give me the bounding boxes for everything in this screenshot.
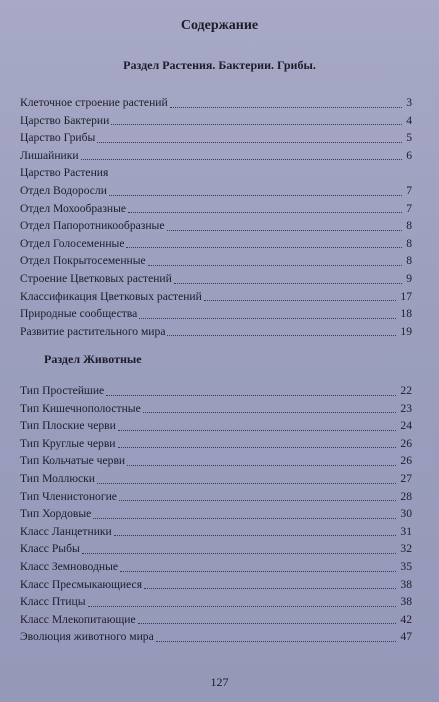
page-title: Содержание bbox=[180, 18, 259, 33]
toc-entry-label: Тип Простейшие bbox=[20, 384, 105, 397]
toc-entry[interactable] bbox=[20, 252, 412, 270]
toc-entry-page: 23 bbox=[400, 401, 412, 415]
page-number: 127 bbox=[210, 675, 229, 689]
toc-entry-page: 8 bbox=[406, 219, 412, 233]
toc-entry[interactable] bbox=[20, 270, 412, 288]
toc-entry[interactable] bbox=[20, 611, 412, 629]
toc-entry-label: Тип Кишечнополостные bbox=[20, 401, 141, 415]
toc-entry[interactable] bbox=[20, 164, 412, 182]
dot-leader bbox=[167, 335, 396, 336]
toc-entry[interactable] bbox=[20, 505, 412, 523]
toc-entry-label: Царство Грибы bbox=[20, 131, 96, 145]
toc-entry-page: 18 bbox=[400, 307, 412, 321]
toc-entry-label: Царство Бактерии bbox=[20, 113, 110, 127]
toc-entry[interactable] bbox=[20, 129, 412, 147]
toc-entry[interactable] bbox=[20, 94, 412, 112]
toc-entry[interactable] bbox=[20, 323, 412, 341]
toc-entry-page: 7 bbox=[406, 183, 412, 197]
toc-entry-label: Отдел Папоротникообразные bbox=[20, 219, 165, 233]
toc-entry-label: Лишайники bbox=[20, 148, 79, 162]
dot-leader bbox=[170, 107, 402, 108]
section-heading-plants: Раздел Растения. Бактерии. Грибы. bbox=[123, 58, 316, 72]
toc-entry-page: 9 bbox=[406, 271, 412, 285]
toc-entry-label: Класс Ланцетники bbox=[20, 524, 112, 538]
toc-entry-label: Развитие растительного мира bbox=[20, 324, 166, 338]
dot-leader bbox=[88, 606, 396, 607]
toc-entry[interactable] bbox=[20, 200, 412, 218]
toc-entry[interactable] bbox=[20, 452, 412, 470]
dot-leader bbox=[82, 553, 396, 554]
toc-list-animals bbox=[20, 382, 412, 646]
toc-entry-label: Отдел Голосеменные bbox=[20, 236, 125, 250]
toc-entry-label: Тип Круглые черви bbox=[20, 436, 116, 450]
toc-entry-label: Тип Хордовые bbox=[20, 507, 92, 521]
dot-leader bbox=[97, 483, 396, 484]
dot-leader bbox=[126, 247, 402, 248]
dot-leader bbox=[139, 318, 396, 319]
toc-entry[interactable] bbox=[20, 182, 412, 200]
toc-entry-page: 32 bbox=[400, 542, 412, 556]
dot-leader bbox=[106, 395, 396, 396]
toc-entry-page: 19 bbox=[400, 324, 412, 338]
toc-entry-page: 3 bbox=[406, 96, 412, 109]
dot-leader bbox=[138, 623, 396, 624]
toc-entry-page: 26 bbox=[400, 436, 412, 450]
toc-entry-label: Класс Земноводные bbox=[20, 559, 119, 573]
toc-entry-page: 28 bbox=[400, 489, 412, 503]
toc-entry-label: Отдел Мохообразные bbox=[20, 201, 127, 215]
toc-entry[interactable] bbox=[20, 417, 412, 435]
dot-leader bbox=[111, 124, 402, 125]
toc-entry-label: Класс Млекопитающие bbox=[20, 612, 136, 626]
toc-entry-label: Природные сообщества bbox=[20, 307, 138, 321]
toc-entry-page: 47 bbox=[400, 630, 412, 644]
toc-entry-page: 31 bbox=[400, 524, 412, 538]
toc-entry-page: 4 bbox=[406, 113, 412, 127]
dot-leader bbox=[120, 571, 396, 572]
dot-leader bbox=[143, 412, 396, 413]
dot-leader bbox=[109, 195, 402, 196]
toc-entry[interactable] bbox=[20, 400, 412, 418]
toc-entry-page: 27 bbox=[400, 471, 412, 485]
toc-entry[interactable] bbox=[20, 288, 412, 306]
dot-leader bbox=[81, 159, 402, 160]
toc-entry[interactable] bbox=[20, 488, 412, 506]
toc-entry-page: 22 bbox=[400, 384, 412, 397]
toc-entry-label: Тип Плоские черви bbox=[20, 419, 116, 433]
toc-entry-label: Клеточное строение растений bbox=[20, 96, 168, 109]
dot-leader bbox=[148, 265, 402, 266]
dot-leader bbox=[119, 500, 396, 501]
toc-entry[interactable] bbox=[20, 558, 412, 576]
dot-leader bbox=[204, 300, 396, 301]
toc-entry-label: Строение Цветковых растений bbox=[20, 271, 172, 285]
toc-entry-page: 17 bbox=[400, 289, 412, 303]
toc-entry[interactable] bbox=[20, 305, 412, 323]
toc-list-plants bbox=[20, 94, 412, 340]
dot-leader bbox=[118, 430, 396, 431]
toc-entry-label: Класс Птицы bbox=[20, 595, 86, 609]
dot-leader bbox=[127, 465, 396, 466]
toc-entry-label: Эволюция животного мира bbox=[20, 630, 154, 644]
toc-entry[interactable] bbox=[20, 470, 412, 488]
toc-entry-label: Класс Рыбы bbox=[20, 542, 80, 556]
toc-entry-page: 7 bbox=[406, 201, 412, 215]
toc-entry-page: 8 bbox=[406, 254, 412, 268]
toc-entry[interactable] bbox=[20, 147, 412, 165]
toc-entry-page: 38 bbox=[400, 577, 412, 591]
dot-leader bbox=[93, 518, 396, 519]
toc-entry-page: 24 bbox=[400, 419, 412, 433]
toc-entry[interactable] bbox=[20, 576, 412, 594]
dot-leader bbox=[97, 142, 402, 143]
section-heading-animals: Раздел Животные bbox=[44, 352, 142, 366]
dot-leader bbox=[128, 212, 402, 213]
toc-entry-page: 30 bbox=[400, 507, 412, 521]
toc-entry[interactable] bbox=[20, 628, 412, 646]
toc-entry-page: 42 bbox=[400, 612, 412, 626]
dot-leader bbox=[118, 447, 396, 448]
toc-entry-page: 8 bbox=[406, 236, 412, 250]
toc-entry[interactable] bbox=[20, 540, 412, 558]
toc-entry[interactable] bbox=[20, 593, 412, 611]
toc-entry-label: Отдел Покрытосеменные bbox=[20, 254, 146, 268]
toc-entry[interactable] bbox=[20, 523, 412, 541]
dot-leader bbox=[144, 588, 396, 589]
dot-leader bbox=[156, 641, 396, 642]
toc-entry[interactable] bbox=[20, 235, 412, 253]
dot-leader bbox=[167, 230, 402, 231]
toc-entry-page: 6 bbox=[406, 148, 412, 162]
toc-entry-page: 35 bbox=[400, 559, 412, 573]
toc-entry-label: Классификация Цветковых растений bbox=[20, 289, 202, 303]
dot-leader bbox=[114, 535, 396, 536]
toc-entry-label: Отдел Водоросли bbox=[20, 183, 107, 197]
toc-entry-page: 38 bbox=[400, 595, 412, 609]
toc-entry-label: Тип Моллюски bbox=[20, 471, 95, 485]
dot-leader bbox=[174, 283, 402, 284]
toc-entry-label: Царство Растения bbox=[20, 166, 109, 180]
toc-entry[interactable] bbox=[20, 435, 412, 453]
toc-entry-page: 26 bbox=[400, 454, 412, 468]
toc-entry-label: Тип Кольчатые черви bbox=[20, 454, 126, 468]
toc-entry-page: 5 bbox=[406, 131, 412, 145]
toc-entry-label: Класс Пресмыкающиеся bbox=[20, 577, 143, 591]
toc-entry[interactable] bbox=[20, 217, 412, 235]
toc-entry[interactable] bbox=[20, 112, 412, 130]
toc-entry[interactable] bbox=[20, 382, 412, 400]
toc-entry-label: Тип Членистоногие bbox=[20, 489, 117, 503]
